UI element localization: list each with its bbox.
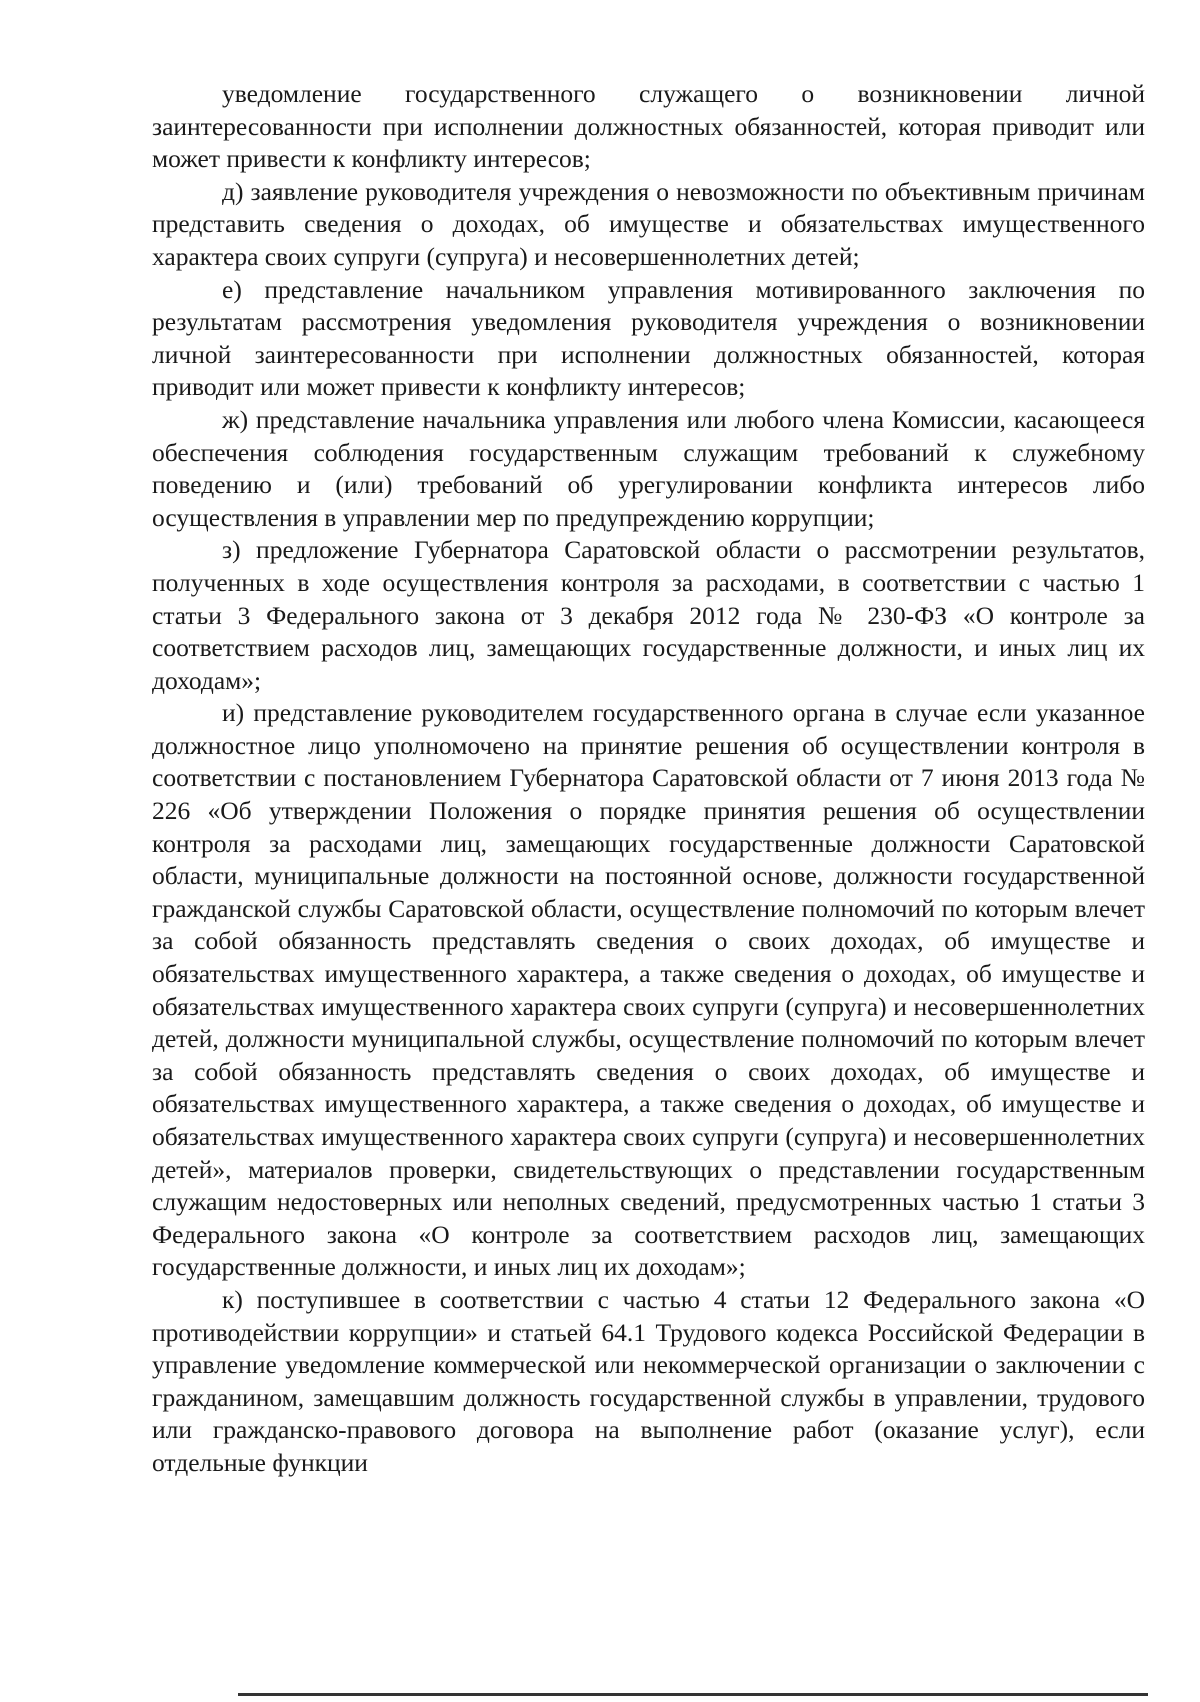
document-body <box>152 78 1145 1480</box>
paragraph-item-z: з) предложение Губернатора Саратовской области о рассмотрении результатов, полученных в ходе осуществления контроля за расходами, в соответствии с частью 1 статьи 3 Федерального закона от 3 декабря 2012 года № 230-ФЗ «О контроле за соответствием расходов лиц, замещающих государственные должности, и иных лиц их доходам»; <box>152 535 1145 695</box>
paragraph-item-d: д) заявление руководителя учреждения о невозможности по объективным причинам представить сведения о доходах, об имуществе и обязательствах имущественного характера своих супруги (супруга) и несовершеннолетних детей; <box>152 176 1145 271</box>
bottom-rule <box>238 1693 1148 1696</box>
paragraph-item-i: и) представление руководителем государственного органа в случае если указанное должностное лицо уполномочено на принятие решения об осуществлении контроля в соответствии с постановлением Губернатора Саратовской области от 7 июня 2013 года № 226 «Об утверждении Положения о порядке принятия решения об осуществлении контроля за расходами лиц, замещающих государственные должности Саратовской области, муниципальные должности на постоянной основе, должности государственной гражданской службы Саратовской области, осуществление полномочий по которым влечет за собой обязанность представлять сведения о своих доходах, об имуществе и обязательствах имущественного характера, а также сведения о доходах, об имуществе и обязательствах имущественного характера своих супруги (супруга) и несовершеннолетних детей, должности муниципальной службы, осуществление полномочий по которым влечет за собой обязанность представлять сведения о своих доходах, об имуществе и обязательствах имущественного характера, а также сведения о доходах, об имуществе и обязательствах имущественного характера своих супруги (супруга) и несовершеннолетних детей», материалов проверки, свидетельствующих о представлении государственным служащим недостоверных или неполных сведений, предусмотренных частью 1 статьи 3 Федерального закона «О контроле за соответствием расходов лиц, замещающих государственные должности, и иных лиц их доходам»; <box>152 698 1145 1282</box>
paragraph-item-k: к) поступившее в соответствии с частью 4 статьи 12 Федерального закона «О противодействии коррупции» и статьей 64.1 Трудового кодекса Российской Федерации в управление уведомление коммерческой или некоммерческой организации о заключении с гражданином, замещавшим должность государственной службы в управлении, трудового или гражданско-правового договора на выполнение работ (оказание услуг), если отдельные функции <box>152 1284 1145 1477</box>
paragraph-item-e: е) представление начальником управления мотивированного заключения по результатам рассмотрения уведомления руководителя учреждения о возникновении личной заинтересованности при исполнении должностных обязанностей, которая приводит или может привести к конфликту интересов; <box>152 274 1145 402</box>
paragraph-item-zh: ж) представление начальника управления или любого члена Комиссии, касающееся обеспечения соблюдения государственным служащим требований к служебному поведению и (или) требований об урегулировании конфликта интересов либо осуществления в управлении мер по предупреждению коррупции; <box>152 404 1145 532</box>
paragraph-continuation: уведомление государственного служащего о возникновении личной заинтересованности при исполнении должностных обязанностей, которая приводит или может привести к конфликту интересов; <box>152 79 1145 174</box>
